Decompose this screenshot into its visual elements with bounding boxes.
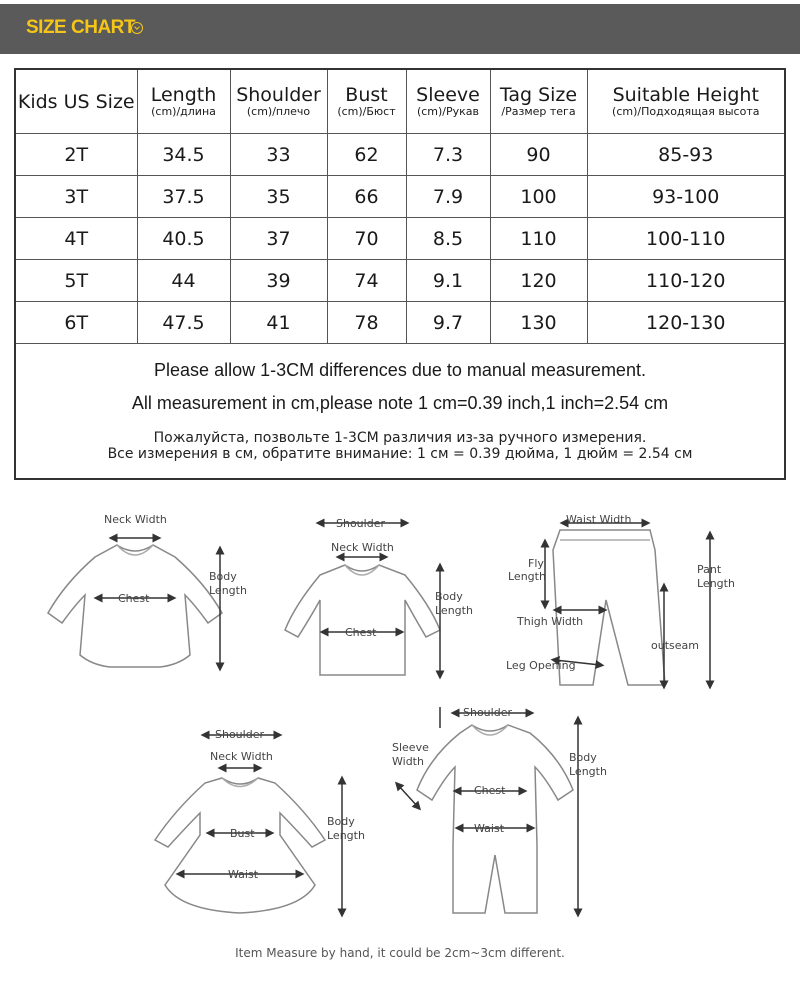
col-header-sublabel: (cm)/Подходящая высота	[612, 104, 760, 118]
col-header-bust	[327, 69, 406, 134]
table-cell: 39	[230, 260, 327, 302]
romper-body-length-label: Body	[569, 751, 597, 764]
col-header-sublabel: (cm)/плечо	[246, 104, 311, 118]
table-cell: 74	[327, 260, 406, 302]
table-cell: 120-130	[587, 302, 785, 344]
table-cell: 85-93	[587, 134, 785, 176]
romper-waist-label: Waist	[474, 822, 505, 835]
table-cell: 35	[230, 176, 327, 218]
table-cell: 40.5	[137, 218, 230, 260]
romper-diagram	[398, 707, 578, 913]
table-cell: 130	[490, 302, 587, 344]
pants-waist-width-label: Waist Width	[566, 513, 632, 526]
col-header-suitable-height	[587, 69, 785, 134]
size-chart-header	[0, 4, 800, 54]
table-cell: 90	[490, 134, 587, 176]
col-header-sublabel: (cm)/Бюст	[337, 104, 396, 118]
shirt-chest-label: Chest	[345, 626, 377, 639]
table-cell: 93-100	[587, 176, 785, 218]
table-cell: 33	[230, 134, 327, 176]
pants-outseam-label: outseam	[651, 639, 699, 652]
dress-bust-label: Bust	[230, 827, 255, 840]
pants-pant-length-label: Length	[697, 577, 735, 590]
table-cell: 37	[230, 218, 327, 260]
garment-diagrams-svg	[0, 495, 800, 945]
dress-body-length-label: Length	[327, 829, 365, 842]
table-row	[15, 260, 785, 302]
pants-thigh-width-label: Thigh Width	[517, 615, 584, 628]
table-row	[15, 302, 785, 344]
table-cell: 9.1	[406, 260, 490, 302]
table-cell: 66	[327, 176, 406, 218]
col-header-label: Tag Size	[499, 83, 578, 106]
shirt-body-length-label: Body	[435, 590, 463, 603]
table-cell: 37.5	[137, 176, 230, 218]
romper-chest-label: Chest	[474, 784, 506, 797]
pants-pant-length-label: Pant	[697, 563, 722, 576]
chevron-down-circle-icon	[131, 22, 143, 34]
bodysuit-body-length-label: Body	[209, 570, 237, 583]
shirt-body-length-label: Length	[435, 604, 473, 617]
romper-sleeve-width-label: Sleeve	[392, 741, 429, 754]
footer-note: Item Measure by hand, it could be 2cm~3cm different.	[235, 946, 565, 960]
notes-row	[15, 344, 785, 480]
dress-neck-width-label: Neck Width	[210, 750, 273, 763]
col-header-label: Suitable Height	[612, 83, 759, 106]
col-header-length	[137, 69, 230, 134]
note-line: Please allow 1-3CM differences due to manual measurement.	[154, 360, 646, 380]
shirt-neck-width-label: Neck Width	[331, 541, 394, 554]
table-cell: 34.5	[137, 134, 230, 176]
table-cell: 100-110	[587, 218, 785, 260]
dress-body-length-label: Body	[327, 815, 355, 828]
col-header-size	[15, 69, 137, 134]
col-header-label: Bust	[345, 83, 388, 106]
table-cell: 7.9	[406, 176, 490, 218]
col-header-label: Shoulder	[236, 83, 321, 106]
table-row	[15, 134, 785, 176]
romper-shoulder-label: Shoulder	[463, 706, 512, 719]
table-cell: 110-120	[587, 260, 785, 302]
col-header-sublabel: (cm)/длина	[151, 104, 216, 118]
size-table	[14, 68, 786, 480]
col-header-sleeve	[406, 69, 490, 134]
table-cell: 41	[230, 302, 327, 344]
table-cell: 3T	[15, 176, 137, 218]
table-cell: 78	[327, 302, 406, 344]
table-row	[15, 176, 785, 218]
notes-cell	[15, 344, 785, 480]
table-header-row	[15, 69, 785, 134]
table-cell: 5T	[15, 260, 137, 302]
table-cell: 100	[490, 176, 587, 218]
pants-leg-opening-label: Leg Opening	[506, 659, 576, 672]
pants-fly-length-label: Length	[508, 570, 546, 583]
table-cell: 44	[137, 260, 230, 302]
dress-waist-label: Waist	[228, 868, 259, 881]
romper-sleeve-width-label: Width	[392, 755, 424, 768]
bodysuit-body-length-label: Length	[209, 584, 247, 597]
measurement-diagrams	[0, 495, 800, 945]
col-header-tag-size	[490, 69, 587, 134]
table-cell: 70	[327, 218, 406, 260]
col-header-sublabel: /Размер тега	[501, 104, 576, 118]
table-cell: 9.7	[406, 302, 490, 344]
note-line: Пожалуйста, позвольте 1-3CM различия из-за ручного измерения.	[153, 430, 647, 446]
table-cell: 62	[327, 134, 406, 176]
col-header-sublabel: (cm)/Рукав	[416, 104, 480, 118]
col-header-label: Sleeve	[416, 83, 480, 106]
table-cell: 2T	[15, 134, 137, 176]
table-cell: 47.5	[137, 302, 230, 344]
pants-fly-length-label: Fly	[528, 557, 544, 570]
header-title: SIZE CHART	[26, 17, 135, 38]
shirt-shoulder-label: Shoulder	[336, 517, 385, 530]
table-cell: 110	[490, 218, 587, 260]
note-line: Все измерения в см, обратите внимание: 1 см = 0.39 дюйма, 1 дюйм = 2.54 см	[107, 446, 693, 462]
table-cell: 4T	[15, 218, 137, 260]
table-cell: 8.5	[406, 218, 490, 260]
dress-shoulder-label: Shoulder	[215, 728, 264, 741]
table-cell: 7.3	[406, 134, 490, 176]
table-cell: 6T	[15, 302, 137, 344]
note-line: All measurement in cm,please note 1 cm=0.39 inch,1 inch=2.54 cm	[131, 393, 669, 413]
bodysuit-neck-width-label: Neck Width	[104, 513, 167, 526]
romper-body-length-label: Length	[569, 765, 607, 778]
table-cell: 120	[490, 260, 587, 302]
table-row	[15, 218, 785, 260]
col-header-label: Length	[150, 83, 217, 106]
col-header-shoulder	[230, 69, 327, 134]
col-header-label: Kids US Size	[17, 90, 135, 113]
bodysuit-chest-label: Chest	[118, 592, 150, 605]
